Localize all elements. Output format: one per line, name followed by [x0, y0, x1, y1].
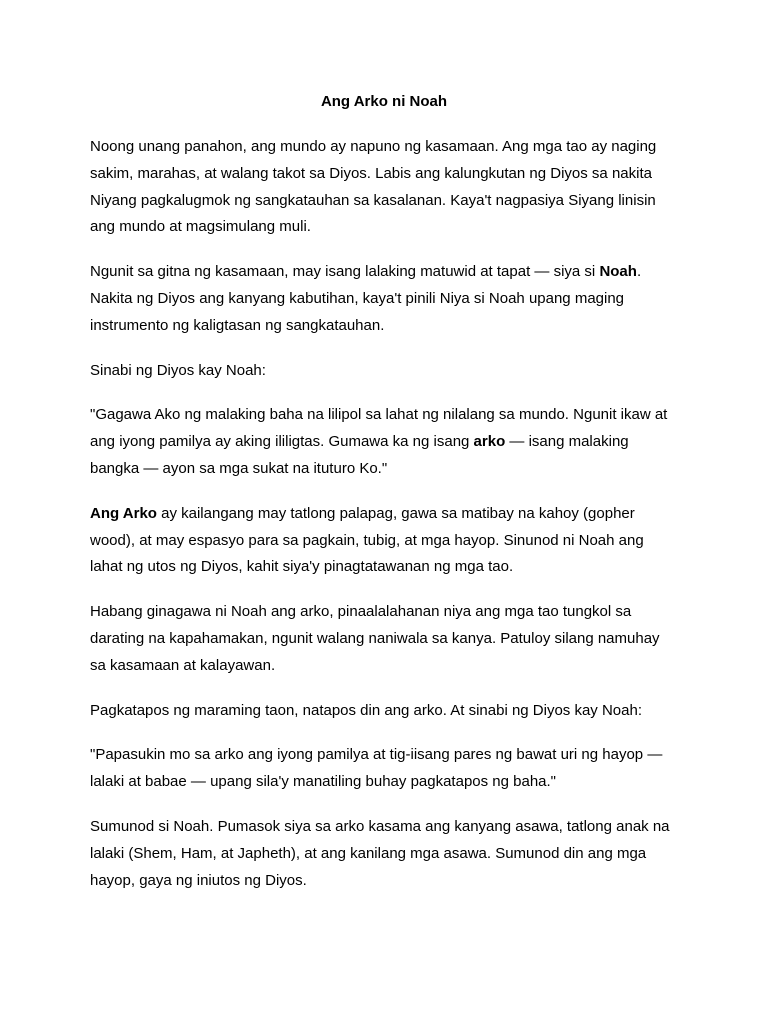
- paragraph-8: "Papasukin mo sa arko ang iyong pamilya at tig-iisang pares ng bawat uri ng hayop — lalaki at babae — upang sila'y manatiling buhay pagkatapos ng baha.": [90, 746, 663, 791]
- document-title: Ang Arko ni Noah: [320, 93, 448, 110]
- paragraph-3: Sinabi ng Diyos kay Noah:: [90, 361, 266, 379]
- paragraph-5: [90, 501, 678, 581]
- paragraph-1: Noong unang panahon, ang mundo ay napuno ng kasamaan. Ang mga tao ay naging sakim, marahas, at walang takot sa Diyos. Labis ang kalungkutan ng Diyos sa nakita Niyang pagkalugmok ng sangkatauhan sa kasalanan. Kaya't nagpasiya Siyang linisin ang mundo at magsimulang muli.: [90, 138, 657, 236]
- paragraph-4-before: "Gagawa Ako ng malaking baha na lilipol sa lahat ng nilalang sa mundo. Ngunit ikaw at ang iyong pamilya ay aking ililigtas. Gumawa ka ng isang: [90, 406, 668, 451]
- paragraph-4: [90, 402, 678, 482]
- paragraph-7: Pagkatapos ng maraming taon, natapos din ang arko. At sinabi ng Diyos kay Noah:: [90, 701, 643, 719]
- paragraph-2-after: . Nakita ng Diyos ang kanyang kabutihan, kaya't pinili Niya si Noah upang maging instrumento ng kaligtasan ng sangkatauhan.: [90, 263, 642, 334]
- paragraph-2-before: Ngunit sa gitna ng kasamaan, may isang lalaking matuwid at tapat — siya si: [90, 263, 600, 281]
- paragraph-2: [90, 259, 678, 339]
- paragraph-5-after: ay kailangang may tatlong palapag, gawa sa matibay na kahoy (gopher wood), at may espasyo para sa pagkain, tubig, at mga hayop. Sinunod ni Noah ang lahat ng utos ng Diyos, kahit siya'y pinagtatawanan ng mga tao.: [90, 504, 644, 576]
- paragraph-9: Sumunod si Noah. Pumasok siya sa arko kasama ang kanyang asawa, tatlong anak na lalaki (Shem, Ham, at Japheth), at ang kanilang mga asawa. Sumunod din ang mga hayop, gaya ng iniutos ng Diyos.: [90, 817, 670, 889]
- paragraph-6: Habang ginagawa ni Noah ang arko, pinaalalahanan niya ang mga tao tungkol sa darating na kapahamakan, ngunit walang naniwala sa kanya. Patuloy silang namuhay sa kasamaan at kalayawan.: [90, 603, 660, 674]
- paragraph-2-bold: Noah: [599, 263, 637, 281]
- paragraph-4-after: — isang malaking bangka — ayon sa mga sukat na ituturo Ko.": [90, 433, 629, 477]
- paragraph-5-bold: Ang Arko: [90, 504, 157, 522]
- paragraph-4-bold: arko: [473, 433, 506, 451]
